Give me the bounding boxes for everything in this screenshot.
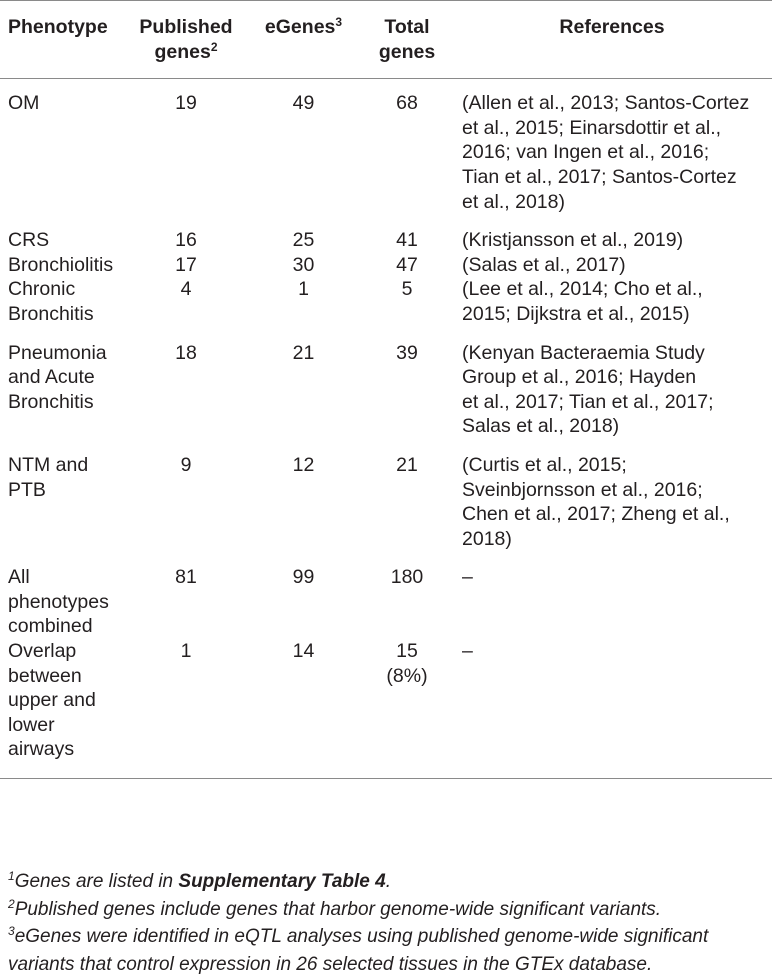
cell-references-line: 2016; van Ingen et al., 2016; xyxy=(462,141,710,164)
cell-total-genes-line: (8%) xyxy=(386,664,428,687)
cell-phenotype-line: between xyxy=(8,664,82,687)
cell-references xyxy=(452,565,772,639)
table-row xyxy=(0,639,772,778)
cell-total-genes xyxy=(362,453,452,565)
cell-phenotype-line: lower xyxy=(8,713,55,736)
cell-total-genes xyxy=(362,228,452,253)
cell-references-line: Tian et al., 2017; Santos-Cortez xyxy=(462,165,737,188)
cell-total-genes xyxy=(362,253,452,278)
cell-references-line: (Salas et al., 2017) xyxy=(462,253,626,276)
table-row xyxy=(0,79,772,228)
cell-references xyxy=(452,277,772,340)
cell-total-genes-line: 39 xyxy=(396,341,418,364)
cell-phenotype-line: airways xyxy=(8,738,75,761)
cell-phenotype-line: phenotypes xyxy=(8,590,109,613)
cell-total-genes xyxy=(362,565,452,639)
cell-references-line: et al., 2018) xyxy=(462,190,565,213)
cell-phenotype xyxy=(0,639,127,778)
cell-phenotype-line: NTM and xyxy=(8,453,89,476)
cell-references-line: et al., 2015; Einarsdottir et al., xyxy=(462,116,722,139)
cell-phenotype xyxy=(0,79,127,228)
header-published-genes: Published genes$^2$ xyxy=(139,16,233,63)
cell-phenotype xyxy=(0,253,127,278)
cell-phenotype-line: PTB xyxy=(8,478,46,501)
cell-phenotype xyxy=(0,228,127,253)
cell-phenotype-line: Pneumonia xyxy=(8,341,107,364)
cell-references xyxy=(452,79,772,228)
header-phenotype: Phenotype xyxy=(8,16,108,38)
table-footnotes xyxy=(8,868,768,978)
cell-egenes: 14 xyxy=(292,640,315,663)
cell-phenotype-line: combined xyxy=(8,615,93,638)
header-references: References xyxy=(559,16,665,38)
cell-egenes: 12 xyxy=(292,453,315,476)
cell-egenes: 21 xyxy=(292,341,315,364)
cell-phenotype xyxy=(0,565,127,639)
cell-references-line: (Lee et al., 2014; Cho et al., xyxy=(462,278,703,301)
cell-phenotype xyxy=(0,277,127,340)
cell-phenotype-line: OM xyxy=(8,92,40,115)
cell-references-line: 2015; Dijkstra et al., 2015) xyxy=(462,302,690,325)
footnote-2: $^2$Published genes include genes that harbor genome-wide significant variants. xyxy=(8,896,662,920)
cell-references xyxy=(452,253,772,278)
footnote-3-cont: variants that control expression in 26 selected tissues in the GTEx database. xyxy=(8,953,653,975)
cell-references-line: Sveinbjornsson et al., 2016; xyxy=(462,478,703,501)
cell-egenes: 30 xyxy=(292,253,315,276)
cell-references-line: (Allen et al., 2013; Santos-Cortez xyxy=(462,92,750,115)
cell-phenotype xyxy=(0,341,127,453)
cell-published-genes: 81 xyxy=(175,566,197,589)
cell-total-genes-line: 180 xyxy=(390,566,424,589)
cell-phenotype xyxy=(0,453,127,565)
footnote-1: $^1$Genes are listed in Supplementary Table 4. xyxy=(8,869,391,892)
cell-phenotype-line: Bronchiolitis xyxy=(8,253,114,276)
footnote-3: $^3$eGenes were identified in eQTL analyses using published genome-wide significant xyxy=(8,924,709,947)
cell-published-genes: 19 xyxy=(175,92,197,115)
cell-total-genes-line: 68 xyxy=(396,92,418,115)
cell-references-line: – xyxy=(462,566,473,589)
table-row xyxy=(0,228,772,253)
table-row xyxy=(0,277,772,340)
table-row xyxy=(0,253,772,278)
cell-references-line: – xyxy=(462,640,473,663)
cell-total-genes xyxy=(362,277,452,340)
cell-egenes: 99 xyxy=(292,566,315,589)
cell-references xyxy=(452,228,772,253)
cell-egenes: 1 xyxy=(298,278,309,301)
cell-references xyxy=(452,639,772,778)
cell-published-genes: 9 xyxy=(180,453,192,476)
cell-references-line: 2018) xyxy=(462,527,512,550)
cell-published-genes: 18 xyxy=(175,341,197,364)
cell-references-line: Salas et al., 2018) xyxy=(462,415,620,438)
cell-references-line: (Kristjansson et al., 2019) xyxy=(462,229,684,252)
cell-phenotype-line: CRS xyxy=(8,229,50,252)
header-row xyxy=(0,1,772,79)
table-row xyxy=(0,341,772,453)
table-row xyxy=(0,453,772,565)
cell-phenotype-line: upper and xyxy=(8,689,96,712)
cell-total-genes-line: 5 xyxy=(401,278,413,301)
cell-references-line: Chen et al., 2017; Zheng et al., xyxy=(462,503,730,526)
cell-phenotype-line: Chronic xyxy=(8,278,76,301)
cell-phenotype-line: and Acute xyxy=(8,366,95,389)
cell-total-genes xyxy=(362,79,452,228)
cell-phenotype-line: Bronchitis xyxy=(8,390,94,413)
cell-total-genes xyxy=(362,341,452,453)
cell-total-genes-line: 41 xyxy=(396,229,418,252)
cell-phenotype-line: All xyxy=(8,566,30,589)
cell-total-genes-line: 21 xyxy=(396,453,418,476)
cell-published-genes: 16 xyxy=(175,229,197,252)
cell-references-line: et al., 2017; Tian et al., 2017; xyxy=(462,390,714,413)
cell-egenes: 49 xyxy=(292,92,315,115)
cell-egenes: 25 xyxy=(292,229,315,252)
cell-phenotype-line: Overlap xyxy=(8,640,77,663)
cell-total-genes-line: 47 xyxy=(396,253,418,276)
cell-published-genes: 1 xyxy=(180,640,192,663)
cell-total-genes xyxy=(362,639,452,778)
cell-published-genes: 17 xyxy=(175,253,197,276)
cell-total-genes-line: 15 xyxy=(396,640,418,663)
cell-references xyxy=(452,341,772,453)
cell-references-line: (Curtis et al., 2015; xyxy=(462,453,627,476)
table-row xyxy=(0,565,772,639)
cell-references-line: (Kenyan Bacteraemia Study xyxy=(462,341,705,364)
cell-references xyxy=(452,453,772,565)
cell-references-line: Group et al., 2016; Hayden xyxy=(462,366,697,389)
header-egenes: eGenes$^3$ xyxy=(264,15,343,38)
cell-phenotype-line: Bronchitis xyxy=(8,302,94,325)
header-total-genes: Total genes xyxy=(378,16,436,63)
cell-published-genes: 4 xyxy=(180,278,192,301)
